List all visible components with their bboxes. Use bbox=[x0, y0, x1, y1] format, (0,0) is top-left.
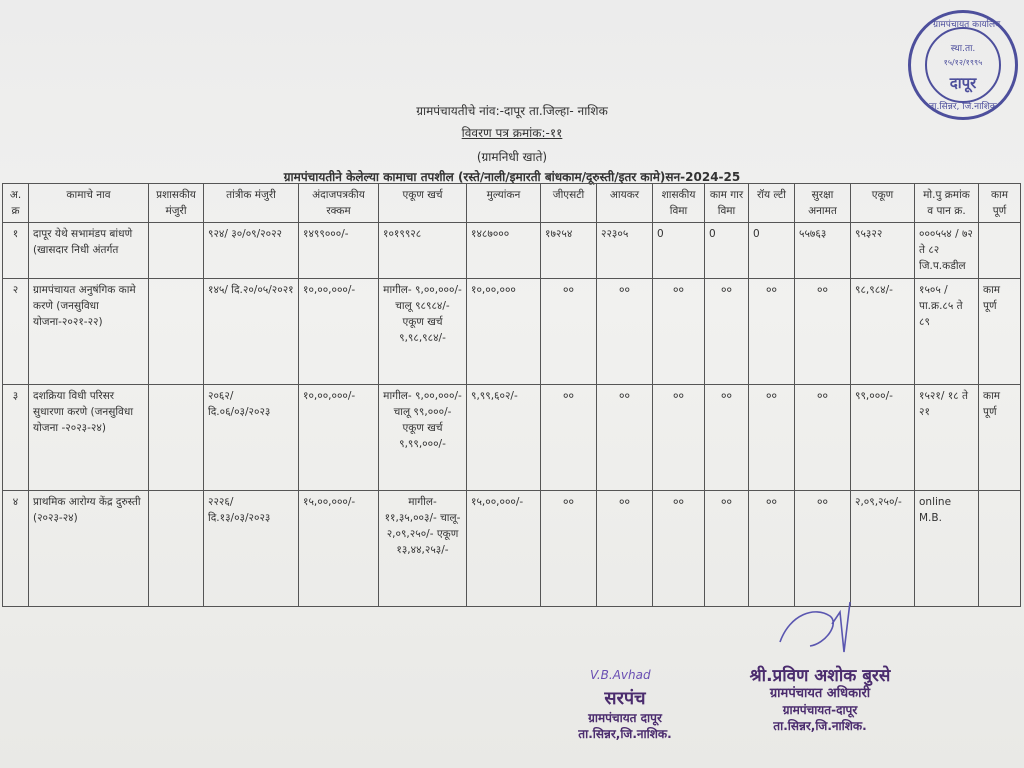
cell-labour-insurance: ०० bbox=[705, 491, 749, 607]
col-header: आयकर bbox=[597, 184, 653, 223]
col-header: अ.क्र bbox=[3, 184, 29, 223]
cell-serial: ४ bbox=[3, 491, 29, 607]
cell-valuation: १०,००,००० bbox=[467, 279, 541, 385]
cell-tech-approval: ९२४/ ३०/०९/२०२२ bbox=[204, 223, 299, 279]
cell-royalty: 0 bbox=[749, 223, 795, 279]
cell-valuation: १४८७००० bbox=[467, 223, 541, 279]
table-row bbox=[3, 279, 1021, 385]
sarpanch-handwritten-signature: V.B.Avhad bbox=[590, 668, 651, 682]
gram-panchayat-seal bbox=[908, 10, 1018, 120]
seal-ring-bottom-text: ता.सिन्नर, जि.नाशिक bbox=[929, 102, 997, 112]
sarpanch-title: सरपंच bbox=[604, 688, 646, 709]
works-table bbox=[2, 183, 1021, 607]
cell-serial: १ bbox=[3, 223, 29, 279]
account-name: (ग्रामनिधी खाते) bbox=[476, 150, 548, 164]
sarpanch-stamp-line2: ता.सिन्नर,जि.नाशिक. bbox=[578, 727, 672, 741]
cell-mb-page: १५२१/ १८ ते २१ bbox=[915, 385, 979, 491]
col-header: एकूण खर्च bbox=[379, 184, 467, 223]
cell-labour-insurance: ०० bbox=[705, 385, 749, 491]
seal-place-name: दापूर bbox=[949, 74, 977, 92]
cell-serial: ३ bbox=[3, 385, 29, 491]
officer-stamp bbox=[720, 663, 920, 734]
cell-valuation: १५,००,०००/- bbox=[467, 491, 541, 607]
sarpanch-stamp bbox=[540, 686, 710, 742]
cell-estimate: १४९९०००/- bbox=[299, 223, 379, 279]
cell-work-name: दापूर येथे सभामंडप बांधणे (खासदार निधी अंतर्गत bbox=[29, 223, 149, 279]
cell-admin-approval bbox=[149, 223, 204, 279]
cell-total-expense: मागील- ११,३५,००३/- चालू- २,०९,२५०/- एकूण १३,४४,२५३/- bbox=[379, 491, 467, 607]
seal-ring-top-text: ग्रामपंचायत कार्यालय bbox=[933, 20, 1001, 30]
officer-stamp-line1: ग्रामपंचायत-दापूर bbox=[782, 703, 858, 717]
cell-security-deposit: ०० bbox=[795, 279, 851, 385]
cell-security-deposit: ०० bbox=[795, 491, 851, 607]
cell-gst: ०० bbox=[541, 491, 597, 607]
cell-total: ९५३२२ bbox=[851, 223, 915, 279]
sarpanch-stamp-line1: ग्रामपंचायत दापूर bbox=[588, 711, 662, 725]
seal-established-date: १५/१२/१९९५ bbox=[943, 58, 983, 67]
cell-admin-approval bbox=[149, 385, 204, 491]
cell-gst: ०० bbox=[541, 385, 597, 491]
cell-mb-page: १५०५ / पा.क्र.८५ ते ८९ bbox=[915, 279, 979, 385]
col-header: मो.पु क्रमांक व पान क्र. bbox=[915, 184, 979, 223]
cell-govt-insurance: 0 bbox=[653, 223, 705, 279]
cell-total-expense: मागील- ९,००,०००/- चालू ९९,०००/- एकूण खर्च ९,९९,०००/- bbox=[379, 385, 467, 491]
cell-income-tax: ०० bbox=[597, 385, 653, 491]
col-header: काम पूर्ण bbox=[979, 184, 1021, 223]
cell-total-expense: मागील- ९,००,०००/- चालू ९८९८४/- एकूण खर्च ९,९८,९८४/- bbox=[379, 279, 467, 385]
cell-estimate: १०,००,०००/- bbox=[299, 385, 379, 491]
cell-tech-approval: २०६२/ दि.०६/०३/२०२३ bbox=[204, 385, 299, 491]
cell-royalty: ०० bbox=[749, 491, 795, 607]
cell-work-name: ग्रामपंचायत अनुषंगिक कामे करणे (जनसुविधा योजना-२०२१-२२) bbox=[29, 279, 149, 385]
officer-signature-mark bbox=[770, 594, 860, 654]
cell-security-deposit: ५५७६३ bbox=[795, 223, 851, 279]
col-header: तांत्रीक मंजुरी bbox=[204, 184, 299, 223]
cell-mb-page: ०००५५४ / ७२ ते ८२ जि.प.कडील bbox=[915, 223, 979, 279]
cell-estimate: १०,००,०००/- bbox=[299, 279, 379, 385]
cell-estimate: १५,००,०००/- bbox=[299, 491, 379, 607]
col-header: काम गार विमा bbox=[705, 184, 749, 223]
cell-govt-insurance: ०० bbox=[653, 279, 705, 385]
cell-royalty: ०० bbox=[749, 385, 795, 491]
cell-tech-approval: २२२६/ दि.१३/०३/२०२३ bbox=[204, 491, 299, 607]
table-row bbox=[3, 491, 1021, 607]
col-header: कामाचे नाव bbox=[29, 184, 149, 223]
col-header: अंदाजपत्रकीय रक्कम bbox=[299, 184, 379, 223]
table-row bbox=[3, 385, 1021, 491]
cell-admin-approval bbox=[149, 279, 204, 385]
statement-number: विवरण पत्र क्रमांक:-११ bbox=[461, 126, 563, 140]
cell-admin-approval bbox=[149, 491, 204, 607]
table-row bbox=[3, 223, 1021, 279]
cell-work-name: दशक्रिया विधी परिसर सुधारणा करणे (जनसुविधा योजना -२०२३-२४) bbox=[29, 385, 149, 491]
cell-mb-page: online M.B. bbox=[915, 491, 979, 607]
col-header: एकूण bbox=[851, 184, 915, 223]
cell-income-tax: २२३०५ bbox=[597, 223, 653, 279]
cell-gst: १७२५४ bbox=[541, 223, 597, 279]
col-header: जीएसटी bbox=[541, 184, 597, 223]
col-header: शासकीय विमा bbox=[653, 184, 705, 223]
cell-serial: २ bbox=[3, 279, 29, 385]
cell-work-complete: काम पूर्ण bbox=[979, 385, 1021, 491]
cell-govt-insurance: ०० bbox=[653, 385, 705, 491]
col-header: प्रशासकीय मंजुरी bbox=[149, 184, 204, 223]
cell-gst: ०० bbox=[541, 279, 597, 385]
cell-labour-insurance: 0 bbox=[705, 223, 749, 279]
cell-total-expense: १०१९९२८ bbox=[379, 223, 467, 279]
col-header: मुल्यांकन bbox=[467, 184, 541, 223]
cell-valuation: ९,९९,६०२/- bbox=[467, 385, 541, 491]
cell-work-complete bbox=[979, 491, 1021, 607]
cell-income-tax: ०० bbox=[597, 279, 653, 385]
cell-tech-approval: १४५/ दि.२०/०५/२०२१ bbox=[204, 279, 299, 385]
cell-work-name: प्राथमिक आरोग्य केंद्र दुरुस्ती (२०२३-२४) bbox=[29, 491, 149, 607]
cell-labour-insurance: ०० bbox=[705, 279, 749, 385]
table-header-row bbox=[3, 184, 1021, 223]
cell-security-deposit: ०० bbox=[795, 385, 851, 491]
officer-name: श्री.प्रविण अशोक बुरसे bbox=[749, 666, 891, 686]
cell-govt-insurance: ०० bbox=[653, 491, 705, 607]
col-header: सुरक्षा अनामत bbox=[795, 184, 851, 223]
cell-royalty: ०० bbox=[749, 279, 795, 385]
gram-panchayat-name-line: ग्रामपंचायतीचे नांव:-दापूर ता.जिल्हा- नाशिक bbox=[416, 104, 608, 118]
col-header: रॉय ल्टी bbox=[749, 184, 795, 223]
cell-total: २,०९,२५०/- bbox=[851, 491, 915, 607]
cell-work-complete bbox=[979, 223, 1021, 279]
cell-total: ९९,०००/- bbox=[851, 385, 915, 491]
officer-stamp-line2: ता.सिन्नर,जि.नाशिक. bbox=[773, 719, 867, 733]
officer-title: ग्रामपंचायत अधिकारी bbox=[769, 686, 871, 701]
cell-total: ९८,९८४/- bbox=[851, 279, 915, 385]
cell-income-tax: ०० bbox=[597, 491, 653, 607]
seal-established-label: स्था.ता. bbox=[950, 44, 976, 54]
table-title: ग्रामपंचायतीने केलेल्या कामाचा तपशील (रस्ते/नाली/इमारती बांधकाम/दूरुस्ती/इतर कामे)सन-2024-25 bbox=[283, 170, 741, 184]
cell-work-complete: काम पूर्ण bbox=[979, 279, 1021, 385]
